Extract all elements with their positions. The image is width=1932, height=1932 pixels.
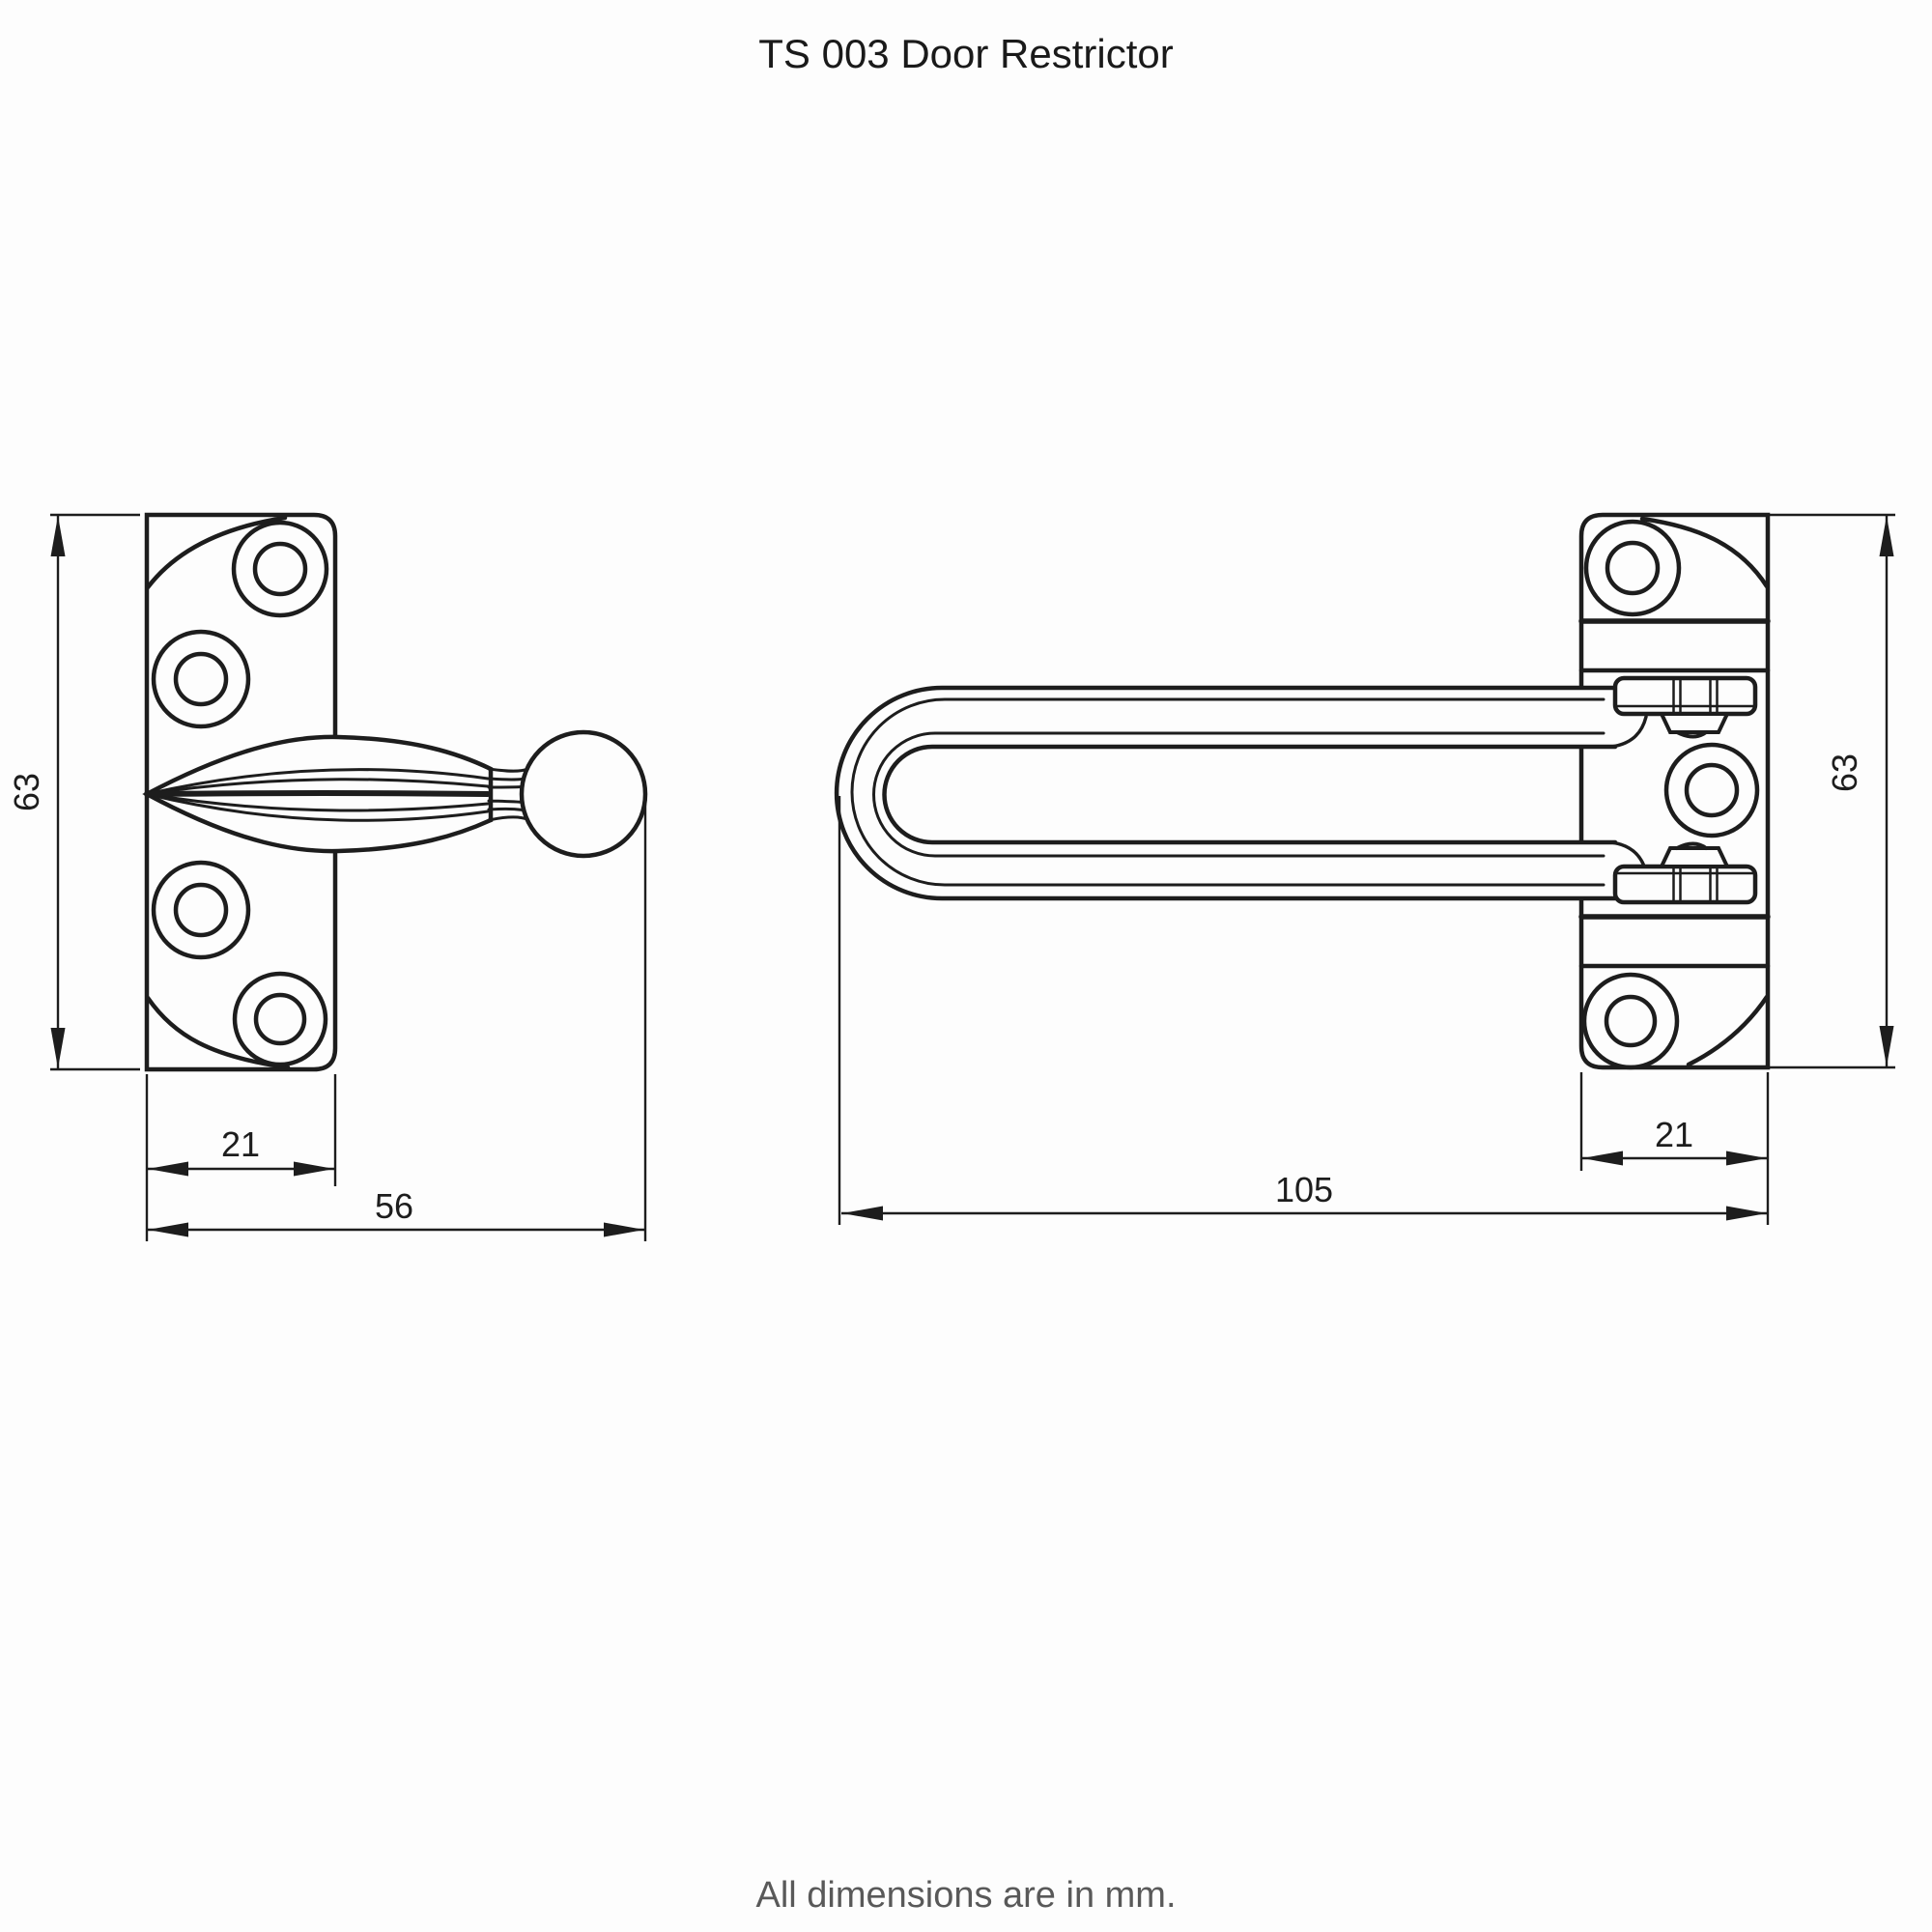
hinge-pin-retainer-bottom — [1662, 848, 1727, 867]
side-view — [837, 515, 1768, 1067]
page-title: TS 003 Door Restrictor — [758, 31, 1174, 76]
dim-label-right-height: 63 — [1825, 753, 1864, 793]
screw-hole-middle — [1666, 745, 1757, 836]
arrowhead — [51, 1028, 66, 1068]
arrowhead — [604, 1223, 644, 1237]
dim-label-right-plate-width: 21 — [1654, 1115, 1694, 1154]
arrowhead — [294, 1162, 334, 1177]
arrowhead — [148, 1162, 188, 1177]
knob-leaf-center-line — [147, 793, 488, 794]
arrowhead — [842, 1207, 883, 1221]
front-view-dimensions — [50, 515, 645, 1241]
arrowhead — [1726, 1207, 1767, 1221]
arrowhead — [51, 516, 66, 556]
front-view — [147, 515, 645, 1069]
hinge-knuckle-bottom — [1615, 867, 1755, 902]
dim-label-right-total-length: 105 — [1274, 1170, 1334, 1209]
dim-label-left-total-width: 56 — [374, 1186, 414, 1226]
dim-label-left-plate-width: 21 — [220, 1124, 261, 1164]
arrowhead — [1880, 516, 1894, 556]
knob-ball — [522, 732, 645, 856]
swing-arm-edge-highlight-inner — [874, 733, 1605, 856]
swing-arm-slot-contour — [885, 747, 1616, 842]
hinge-knuckle-top — [1615, 678, 1755, 714]
arrowhead — [148, 1223, 188, 1237]
arrowhead — [1880, 1026, 1894, 1066]
arrowhead — [1582, 1151, 1623, 1166]
swing-arm-body — [837, 688, 1619, 898]
hinge-pin-retainer-top — [1662, 714, 1727, 732]
arrowhead — [1726, 1151, 1767, 1166]
dim-label-left-height: 63 — [7, 772, 46, 812]
footer-note: All dimensions are in mm. — [755, 1875, 1177, 1916]
